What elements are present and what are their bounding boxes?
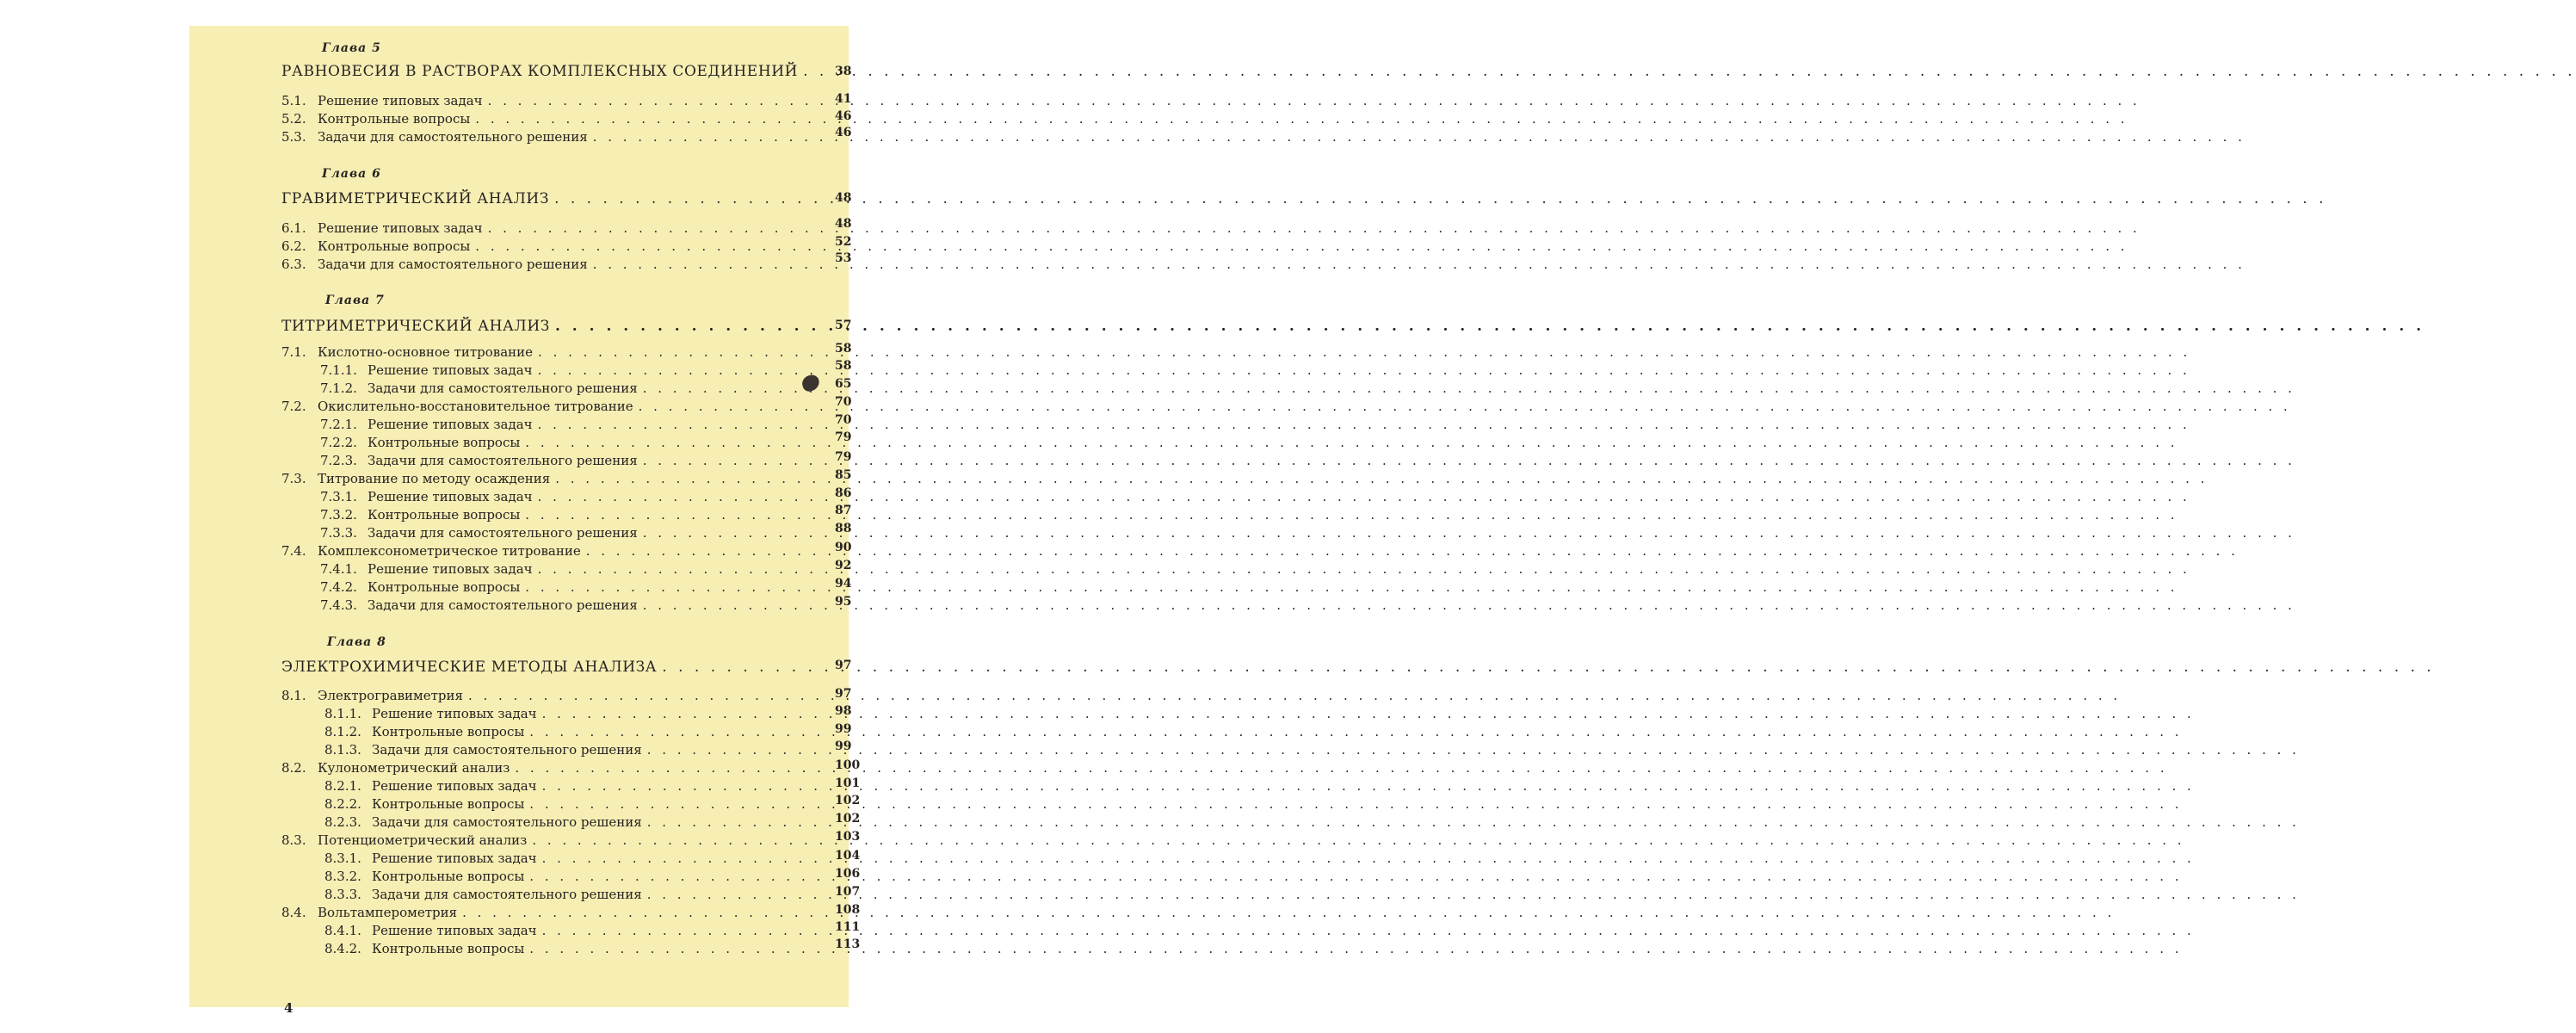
section-number: 8.3.1. [324, 851, 361, 866]
section-number: 7.3. [281, 471, 306, 486]
section-title: Задачи для самостоятельного решения [372, 814, 642, 830]
page-number: 101 [835, 776, 861, 790]
section-number: 8.3. [281, 832, 306, 848]
section-title: Задачи для самостоятельного решения [318, 129, 588, 145]
section-number: 7.1. [281, 344, 306, 360]
section-number: 7.3.3. [320, 525, 357, 541]
section-number: 7.3.2. [320, 507, 357, 523]
page-number: 108 [835, 903, 861, 917]
leader-dots [647, 813, 2300, 832]
page-number: 100 [835, 758, 861, 772]
leader-dots [488, 219, 2140, 238]
leader-dots [462, 903, 2115, 922]
section-number: 5.2. [281, 111, 306, 127]
page-number: 88 [835, 522, 852, 535]
toc-subentry [324, 722, 829, 741]
section-title: Решение типовых задач [368, 489, 533, 504]
section-number: 8.2.2. [324, 796, 361, 812]
section-title: Контрольные вопросы [372, 724, 525, 739]
section-number: 7.3.1. [320, 489, 357, 504]
page-number: 38 [835, 65, 852, 78]
section-title: Решение типовых задач [372, 851, 537, 866]
toc-entry [281, 237, 829, 256]
leader-dots [525, 433, 2178, 452]
section-title: Контрольные вопросы [368, 435, 521, 450]
toc-entry [281, 541, 829, 560]
section-number: 8.1.1. [324, 706, 361, 721]
page-number: 58 [835, 359, 852, 373]
toc-subentry [320, 596, 829, 615]
leader-dots [538, 487, 2190, 506]
page-number: 53 [835, 251, 852, 265]
leader-dots [538, 343, 2190, 362]
section-number: 7.4.1. [320, 561, 357, 577]
toc-subentry [320, 487, 829, 506]
section-title: Кулонометрический анализ [318, 760, 510, 776]
toc-subentry [320, 505, 829, 524]
section-title: Контрольные вопросы [372, 796, 525, 812]
toc-subentry [320, 578, 829, 597]
page-number: 98 [835, 704, 852, 718]
chapter-title: ЭЛЕКТРОХИМИЧЕСКИЕ МЕТОДЫ АНАЛИЗА [281, 659, 658, 676]
section-title: Задачи для самостоятельного решения [368, 453, 638, 468]
section-number: 7.4.3. [320, 597, 357, 613]
leader-dots [475, 237, 2128, 256]
section-title: Контрольные вопросы [368, 579, 521, 595]
toc-subentry [320, 433, 829, 452]
section-number: 7.2.2. [320, 435, 357, 450]
toc-subentry [320, 415, 829, 434]
page-number: 70 [835, 413, 852, 427]
toc-entry [281, 469, 829, 488]
page-number: 57 [835, 319, 852, 332]
page-number: 111 [835, 920, 861, 934]
section-number: 7.1.1. [320, 362, 357, 378]
section-number: 7.1.2. [320, 380, 357, 396]
page-number: 97 [835, 687, 852, 701]
page-number: 104 [835, 849, 861, 863]
page-number: 79 [835, 430, 852, 444]
leader-dots [525, 578, 2178, 597]
toc-subentry [324, 813, 829, 832]
section-number: 8.1.2. [324, 724, 361, 739]
section-title: Решение типовых задач [318, 220, 483, 236]
page-number: 87 [835, 504, 852, 517]
section-number: 5.3. [281, 129, 306, 145]
page-number: 99 [835, 739, 852, 753]
toc-subentry [324, 704, 829, 723]
leader-dots [529, 795, 2182, 813]
page-number: 113 [835, 937, 861, 951]
leader-dots [803, 60, 2575, 83]
leader-dots [555, 469, 2208, 488]
page-number: 46 [835, 126, 852, 139]
leader-dots [643, 379, 2295, 398]
toc-subentry [324, 740, 829, 759]
section-title: Решение типовых задач [318, 93, 483, 108]
section-number: 6.1. [281, 220, 306, 236]
page-number: 52 [835, 235, 852, 249]
page-number: 95 [835, 595, 852, 609]
leader-dots [529, 867, 2182, 886]
chapter-title: РАВНОВЕСИЯ В РАСТВОРАХ КОМПЛЕКСНЫХ СОЕДИНЕНИЙ [281, 63, 799, 80]
section-title: Кислотно-основное титрование [318, 344, 534, 360]
page-number: 99 [835, 722, 852, 736]
chapter-heading [281, 60, 829, 83]
toc-entry [281, 127, 829, 146]
chapter-label: Глава 7 [325, 294, 385, 307]
section-title: Контрольные вопросы [372, 941, 525, 956]
toc-subentry [324, 849, 829, 868]
chapter-heading [281, 315, 829, 337]
page-number: 79 [835, 450, 852, 464]
toc-subentry [320, 451, 829, 470]
leader-dots [643, 523, 2295, 542]
page-number: 106 [835, 867, 861, 881]
section-title: Решение типовых задач [368, 362, 533, 378]
leader-dots [643, 451, 2295, 470]
toc-subentry [324, 885, 829, 904]
toc-entry [281, 343, 829, 362]
page-number: 103 [835, 830, 861, 844]
page-number: 48 [835, 191, 852, 205]
page-number: 46 [835, 109, 852, 123]
section-number: 8.2. [281, 760, 306, 776]
section-title: Решение типовых задач [372, 923, 537, 938]
toc-entry [281, 255, 829, 274]
section-number: 8.3.2. [324, 869, 361, 884]
leader-dots [542, 921, 2195, 940]
section-number: 7.2.3. [320, 453, 357, 468]
page-number: 48 [835, 217, 852, 231]
toc-subentry [320, 379, 802, 398]
leader-dots [662, 656, 2434, 678]
section-number: 7.4. [281, 543, 306, 559]
leader-dots [488, 91, 2140, 110]
section-number: 8.4.1. [324, 923, 361, 938]
toc-subentry [324, 921, 829, 940]
section-number: 8.2.3. [324, 814, 361, 830]
leader-dots [586, 541, 2239, 560]
section-title: Контрольные вопросы [318, 238, 471, 254]
chapter-title: ТИТРИМЕТРИЧЕСКИЙ АНАЛИЗ [281, 318, 550, 335]
section-title: Окислительно-восстановительное титрование [318, 399, 633, 414]
toc-subentry [324, 867, 829, 886]
page-folio: 4 [284, 1000, 293, 1016]
section-title: Решение типовых задач [372, 778, 537, 794]
toc-entry [281, 219, 829, 238]
section-title: Вольтамперометрия [318, 905, 458, 920]
section-title: Контрольные вопросы [372, 869, 525, 884]
book-page [189, 26, 861, 1016]
toc-subentry [324, 795, 829, 813]
toc-entry [281, 91, 829, 110]
chapter-label: Глава 6 [322, 167, 381, 181]
section-title: Решение типовых задач [368, 417, 533, 432]
section-number: 6.3. [281, 257, 306, 272]
leader-dots [538, 361, 2190, 380]
page-number: 107 [835, 885, 861, 899]
section-number: 8.1.3. [324, 742, 361, 758]
page-number: 41 [835, 92, 852, 106]
leader-dots [515, 758, 2167, 777]
page-number: 102 [835, 812, 861, 826]
chapter-heading [281, 188, 829, 210]
page-number: 97 [835, 659, 852, 672]
leader-dots [554, 188, 2326, 210]
section-number: 5.1. [281, 93, 306, 108]
toc-entry [281, 397, 829, 416]
leader-dots [647, 740, 2300, 759]
leader-dots [639, 397, 2291, 416]
page-number: 90 [835, 541, 852, 554]
section-number: 7.2. [281, 399, 306, 414]
section-title: Задачи для самостоятельного решения [372, 742, 642, 758]
chapter-heading [281, 656, 829, 678]
section-number: 8.2.1. [324, 778, 361, 794]
section-title: Контрольные вопросы [318, 111, 471, 127]
leader-dots [647, 885, 2300, 904]
leader-dots [475, 109, 2128, 128]
toc-subentry [324, 939, 829, 958]
section-title: Электрогравиметрия [318, 688, 463, 703]
section-title: Задачи для самостоятельного решения [368, 525, 638, 541]
toc-entry [281, 686, 829, 705]
section-title: Задачи для самостоятельного решения [368, 597, 638, 613]
section-title: Титрование по методу осаждения [318, 471, 551, 486]
leader-dots [542, 849, 2195, 868]
toc-entry [281, 831, 829, 850]
leader-dots [643, 596, 2295, 615]
leader-dots [542, 776, 2195, 795]
page-number: 102 [835, 794, 861, 807]
section-title: Комплексонометрическое титрование [318, 543, 581, 559]
section-title: Задачи для самостоятельного решения [368, 380, 638, 396]
section-number: 7.2.1. [320, 417, 357, 432]
section-title: Задачи для самостоятельного решения [318, 257, 588, 272]
section-title: Контрольные вопросы [368, 507, 521, 523]
section-number: 6.2. [281, 238, 306, 254]
leader-dots [532, 831, 2184, 850]
leader-dots [538, 415, 2190, 434]
chapter-title: ГРАВИМЕТРИЧЕСКИЙ АНАЛИЗ [281, 190, 550, 207]
page-number: 65 [835, 377, 852, 391]
toc-entry [281, 758, 829, 777]
toc-subentry [320, 560, 829, 578]
section-number: 8.4. [281, 905, 306, 920]
chapter-label: Глава 5 [322, 41, 381, 55]
page-number: 86 [835, 486, 852, 500]
section-title: Решение типовых задач [372, 706, 537, 721]
toc-subentry [324, 776, 829, 795]
page-number: 70 [835, 395, 852, 409]
section-number: 7.4.2. [320, 579, 357, 595]
leader-dots [529, 722, 2182, 741]
leader-dots [525, 505, 2178, 524]
section-title: Потенциометрический анализ [318, 832, 528, 848]
toc-entry [281, 903, 829, 922]
section-title: Решение типовых задач [368, 561, 533, 577]
leader-dots [468, 686, 2121, 705]
leader-dots [529, 939, 2182, 958]
toc-subentry [320, 523, 829, 542]
page-number: 58 [835, 342, 852, 356]
toc-subentry [320, 361, 829, 380]
section-number: 8.3.3. [324, 887, 361, 902]
section-number: 8.4.2. [324, 941, 361, 956]
chapter-label: Глава 8 [327, 635, 386, 649]
section-number: 8.1. [281, 688, 306, 703]
page-number: 94 [835, 577, 852, 591]
page-number: 85 [835, 468, 852, 482]
toc-entry [281, 109, 829, 128]
page-number: 92 [835, 559, 852, 572]
leader-dots [538, 560, 2190, 578]
section-title: Задачи для самостоятельного решения [372, 887, 642, 902]
leader-dots [542, 704, 2195, 723]
